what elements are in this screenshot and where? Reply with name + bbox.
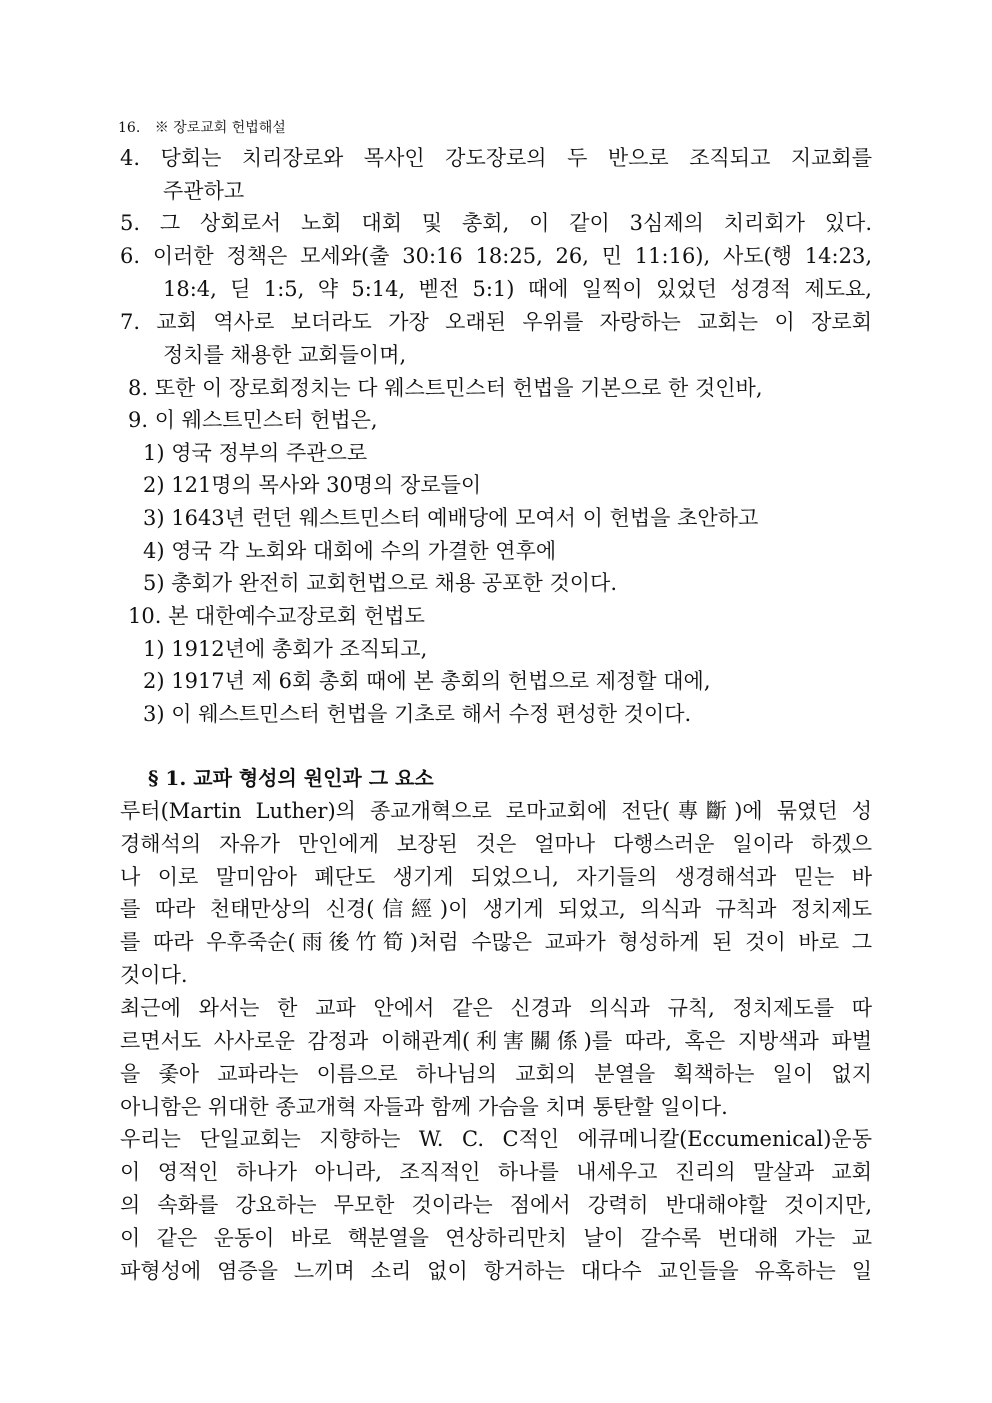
list-item: 6. 이러한 정책은 모세와(출 30:16 18:25, 26, 민 11:16), 사도(행 14:23,	[120, 244, 872, 268]
sub-list-item: 1) 1912년에 총회가 조직되고,	[143, 637, 428, 661]
sub-list-item: 3) 1643년 런던 웨스트민스터 예배당에 모여서 이 헌법을 초안하고	[143, 506, 759, 530]
paragraph-line: 우리는 단일교회는 지향하는 W. C. C적인 에큐메니칼(Eccumenical)운동	[120, 1127, 872, 1151]
paragraph-line: 최근에 와서는 한 교파 안에서 같은 신경과 의식과 규칙, 정치제도를 따	[120, 996, 872, 1020]
paragraph-line: 이 영적인 하나가 아니라, 조직적인 하나를 내세우고 진리의 말살과 교회	[120, 1160, 872, 1184]
list-item: 10. 본 대한예수교장로회 헌법도	[128, 604, 425, 628]
paragraph-line: 르면서도 사사로운 감정과 이해관계(利害關係)를 따라, 혹은 지방색과 파벌	[120, 1029, 872, 1053]
sub-list-item: 2) 121명의 목사와 30명의 장로들이	[143, 473, 482, 497]
page-header	[118, 118, 286, 138]
paragraph-line: 의 속화를 강요하는 무모한 것이라는 점에서 강력히 반대해야할 것이지만,	[120, 1193, 872, 1217]
paragraph-line: 아니함은 위대한 종교개혁 자들과 함께 가슴을 치며 통탄할 일이다.	[120, 1095, 728, 1119]
sub-list-item: 4) 영국 각 노회와 대회에 수의 가결한 연후에	[143, 539, 557, 563]
list-item-continuation: 주관하고	[163, 179, 245, 203]
running-title: ※ 장로교회 헌법해설	[154, 120, 286, 136]
sub-list-item: 5) 총회가 완전히 교회헌법으로 채용 공포한 것이다.	[143, 571, 617, 595]
paragraph-line: 파형성에 염증을 느끼며 소리 없이 항거하는 대다수 교인들을 유혹하는 일	[120, 1259, 872, 1283]
paragraph-line: 를 따라 천태만상의 신경(信經)이 생기게 되었고, 의식과 규칙과 정치제도	[120, 897, 872, 921]
page-number: 16.	[118, 120, 141, 136]
paragraph-line: 나 이로 말미암아 폐단도 생기게 되었으니, 자기들의 생경해석과 믿는 바	[120, 865, 872, 889]
sub-list-item: 1) 영국 정부의 주관으로	[143, 441, 368, 465]
paragraph-line: 를 따라 우후죽순(雨後竹筍)처럼 수많은 교파가 형성하게 된 것이 바로 그	[120, 930, 872, 954]
paragraph-line: 을 좇아 교파라는 이름으로 하나님의 교회의 분열을 획책하는 일이 없지	[120, 1062, 872, 1086]
section-heading: § 1. 교파 형성의 원인과 그 요소	[148, 766, 434, 790]
paragraph-line: 이 같은 운동이 바로 핵분열을 연상하리만치 날이 갈수록 번대해 가는 교	[120, 1226, 872, 1250]
list-item: 5. 그 상회로서 노회 대회 및 총회, 이 같이 3심제의 치리회가 있다.	[120, 211, 872, 235]
paragraph-line: 경해석의 자유가 만인에게 보장된 것은 얼마나 다행스러운 일이라 하겠으	[120, 832, 872, 856]
paragraph-line: 루터(Martin Luther)의 종교개혁으로 로마교회에 전단(專斷)에 묶였던 성	[120, 799, 872, 823]
list-item: 8. 또한 이 장로회정치는 다 웨스트민스터 헌법을 기본으로 한 것인바,	[128, 376, 763, 400]
list-item-continuation: 18:4, 딛 1:5, 약 5:14, 벧전 5:1) 때에 일찍이 있었던 성경적 제도요,	[163, 277, 872, 301]
list-item-continuation: 정치를 채용한 교회들이며,	[163, 343, 407, 367]
list-item: 4. 당회는 치리장로와 목사인 강도장로의 두 반으로 조직되고 지교회를	[120, 146, 872, 170]
sub-list-item: 3) 이 웨스트민스터 헌법을 기초로 해서 수정 편성한 것이다.	[143, 702, 692, 726]
paragraph-line: 것이다.	[120, 963, 188, 987]
list-item: 7. 교회 역사로 보더라도 가장 오래된 우위를 자랑하는 교회는 이 장로회	[120, 310, 872, 334]
list-item: 9. 이 웨스트민스터 헌법은,	[128, 408, 378, 432]
sub-list-item: 2) 1917년 제 6회 총회 때에 본 총회의 헌법으로 제정할 대에,	[143, 669, 711, 693]
